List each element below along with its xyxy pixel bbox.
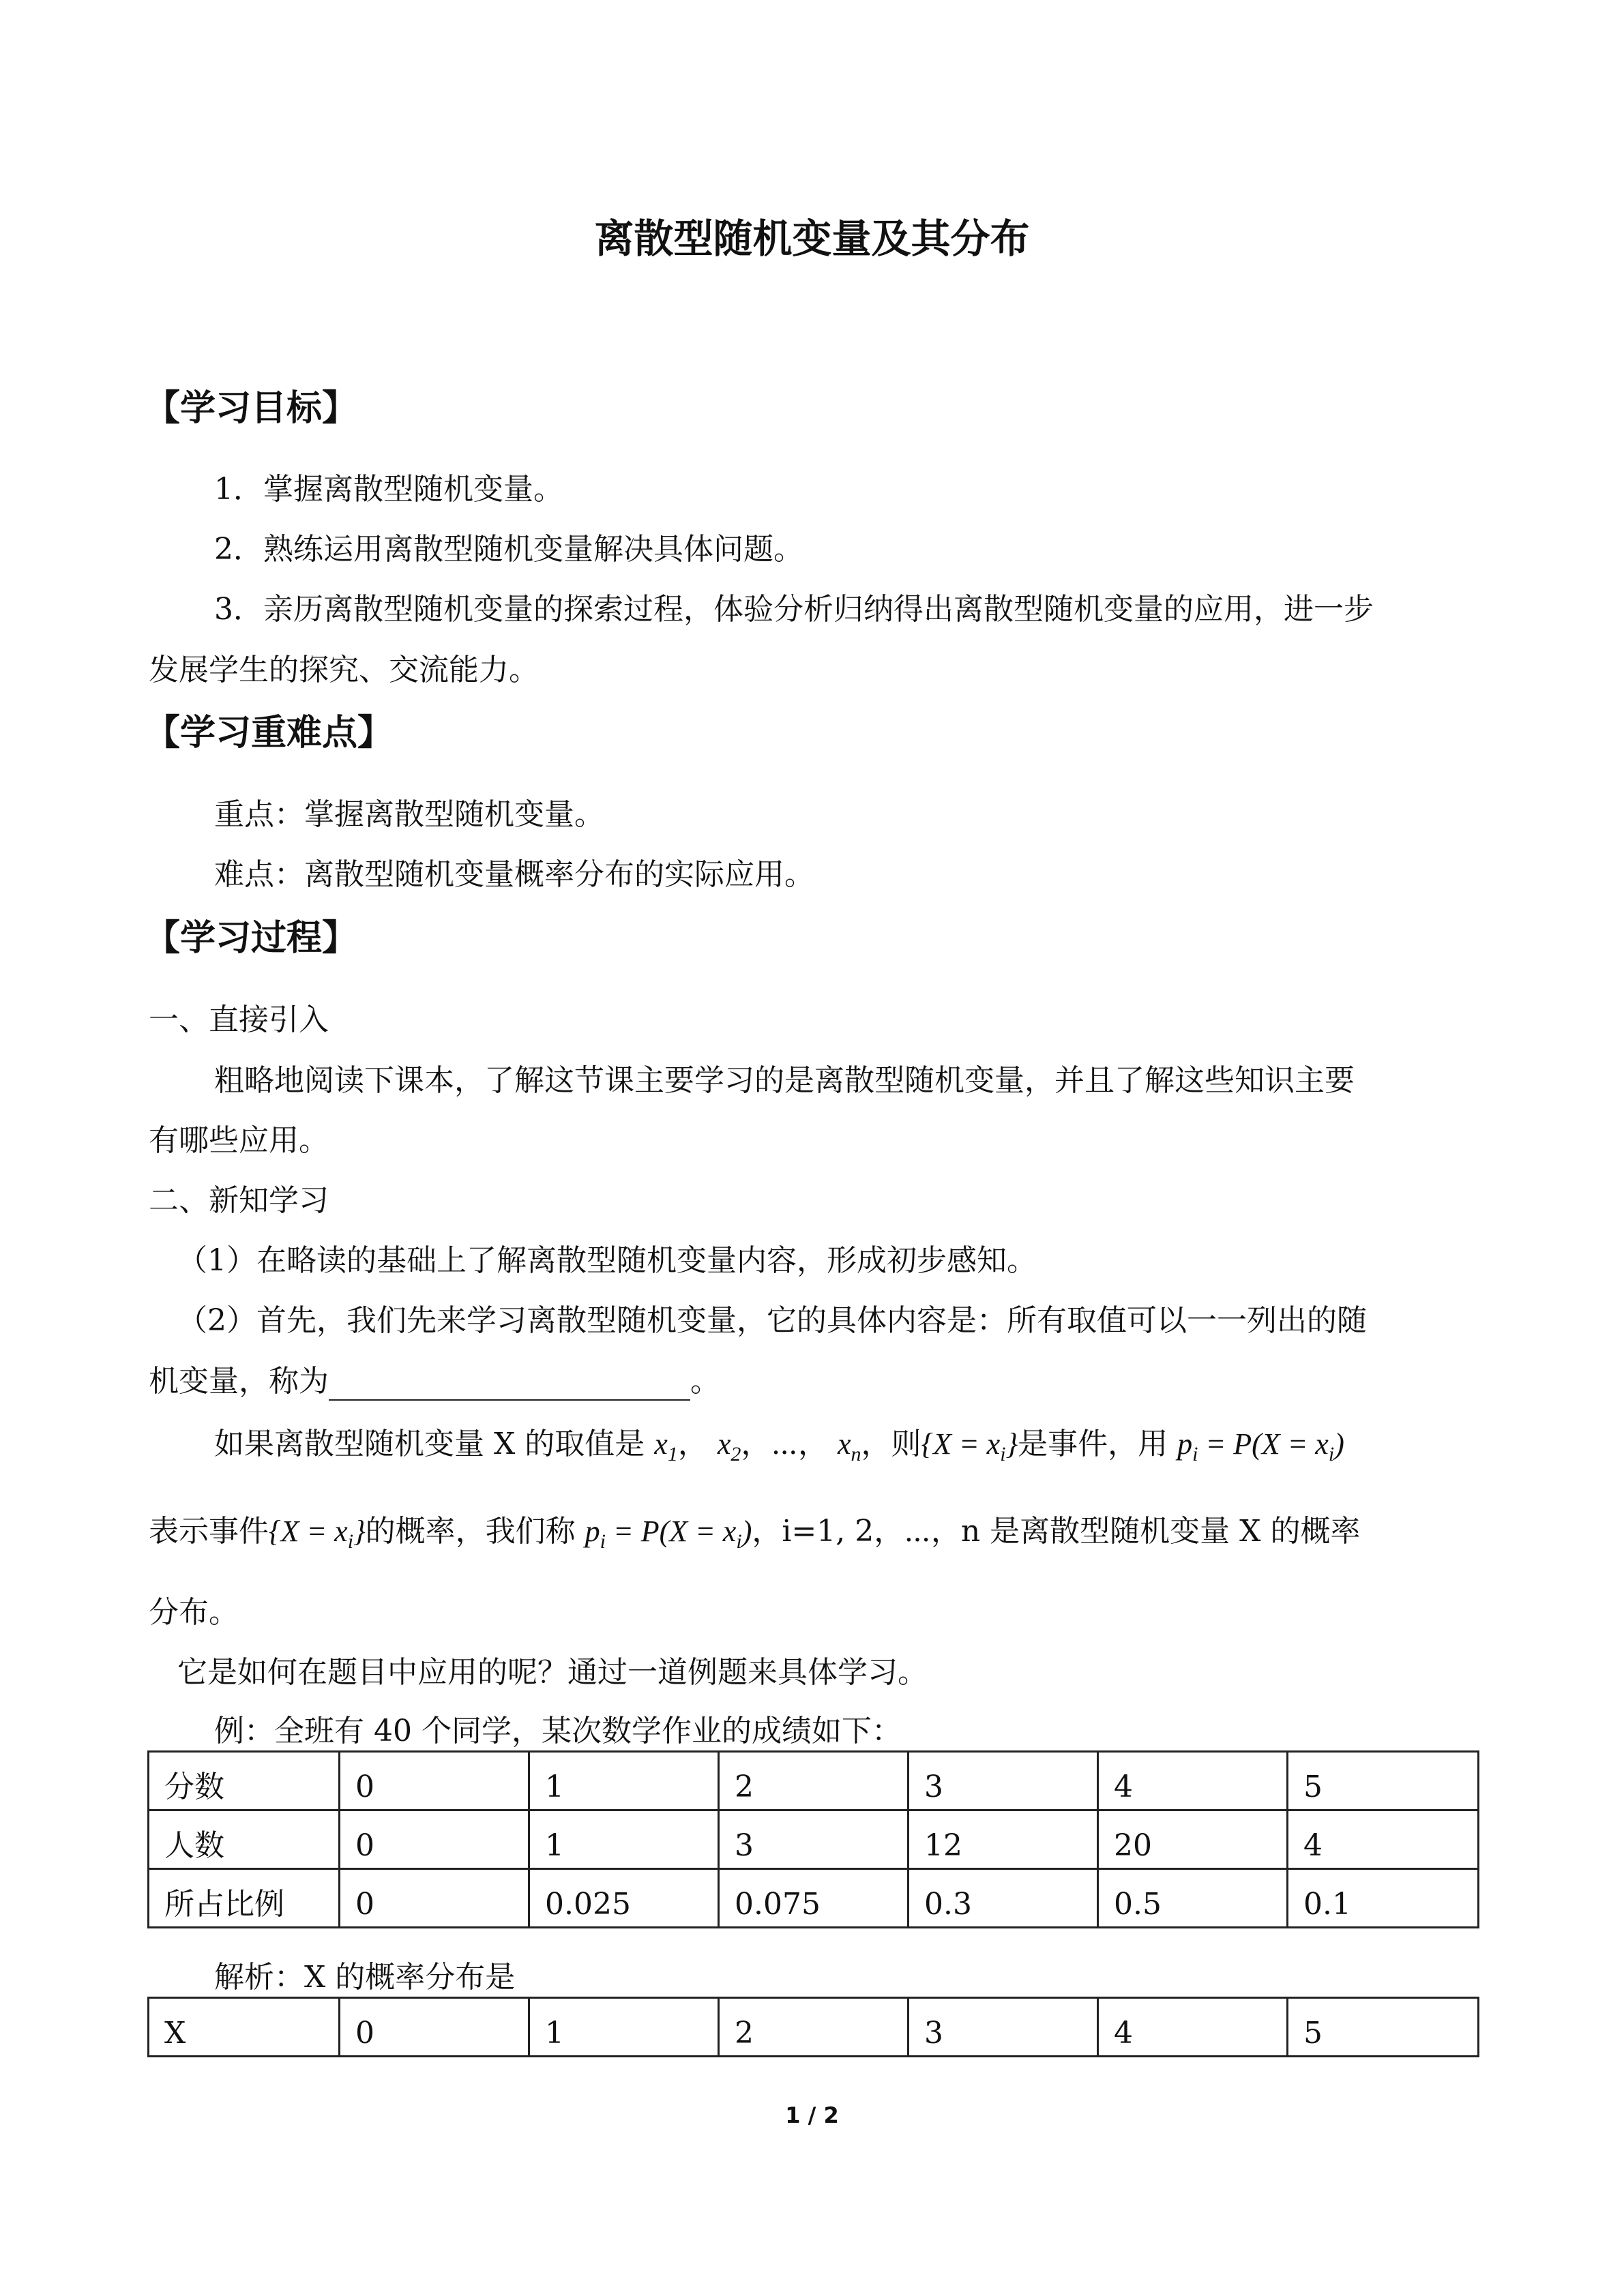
math-event: $\{X = x_i\}$ xyxy=(269,1515,366,1553)
row-label: 所占比例 xyxy=(149,1869,340,1928)
table-cell: 4 xyxy=(1288,1810,1479,1869)
new-knowledge-item-1: （1）在略读的基础上了解离散型随机变量内容，形成初步感知。 xyxy=(177,1243,1037,1278)
difficult-point: 难点：离散型随机变量概率分布的实际应用。 xyxy=(214,857,814,892)
definition-text-3: 是事件，用 xyxy=(1018,1427,1168,1461)
objective-3: 3．亲历离散型随机变量的探索过程，体验分析归纳得出离散型随机变量的应用，进一步 xyxy=(214,592,1374,627)
part1-text: 粗略地阅读下课本，了解这节课主要学习的是离散型随机变量，并且了解这些知识主要 xyxy=(214,1063,1355,1098)
fill-in-blank xyxy=(329,1369,690,1401)
table-cell: 1 xyxy=(529,1752,719,1810)
distribution-table-row xyxy=(149,1998,1479,2057)
objective-2: 2．熟练运用离散型随机变量解决具体问题。 xyxy=(214,532,803,567)
table-cell: 0.075 xyxy=(719,1869,909,1928)
row-label: X xyxy=(149,1998,340,2057)
table-cell: 0.1 xyxy=(1288,1869,1479,1928)
table-cell: 2 xyxy=(719,1998,909,2057)
definition-text-4: 表示事件 xyxy=(149,1514,269,1549)
score-table-row xyxy=(149,1869,1479,1928)
part1-text-continued: 有哪些应用。 xyxy=(149,1123,329,1158)
table-cell: 0.025 xyxy=(529,1869,719,1928)
page-title: 离散型随机变量及其分布 xyxy=(594,215,1030,262)
example-text: 例：全班有 40 个同学，某次数学作业的成绩如下： xyxy=(214,1714,902,1748)
new-knowledge-item-2-continued xyxy=(149,1362,720,1401)
table-cell: 4 xyxy=(1098,1752,1288,1810)
distribution-table xyxy=(147,1997,1479,2057)
table-cell: 0 xyxy=(340,1752,529,1810)
table-cell: 5 xyxy=(1288,1998,1479,2057)
part2-heading: 二、新知学习 xyxy=(149,1183,329,1218)
definition-line-2 xyxy=(149,1512,1360,1561)
objective-3-continued: 发展学生的探究、交流能力。 xyxy=(149,653,539,687)
section-heading-objectives: 【学习目标】 xyxy=(145,388,358,429)
table-cell: 4 xyxy=(1098,1998,1288,2057)
table-cell: 2 xyxy=(719,1752,909,1810)
section-heading-difficulties: 【学习重难点】 xyxy=(145,713,394,754)
definition-text-1: 如果离散型随机变量 X 的取值是 xyxy=(214,1427,645,1461)
analysis-text: 解析：X 的概率分布是 xyxy=(214,1960,516,1995)
math-probability: $p_i = P(X = x_i)$ xyxy=(1177,1427,1344,1465)
table-cell: 3 xyxy=(719,1810,909,1869)
key-point: 重点：掌握离散型随机变量。 xyxy=(214,797,604,832)
table-cell: 12 xyxy=(909,1810,1098,1869)
section-heading-process: 【学习过程】 xyxy=(145,918,358,959)
definition-text-2: ，则 xyxy=(861,1427,921,1461)
definition-line-3: 分布。 xyxy=(149,1595,239,1630)
row-label: 分数 xyxy=(149,1752,340,1810)
score-table-row xyxy=(149,1752,1479,1810)
definition-line-1 xyxy=(214,1425,1344,1474)
table-cell: 5 xyxy=(1288,1752,1479,1810)
table-cell: 0 xyxy=(340,1810,529,1869)
part1-heading: 一、直接引入 xyxy=(149,1002,329,1037)
table-cell: 20 xyxy=(1098,1810,1288,1869)
score-table xyxy=(147,1750,1479,1928)
math-comma: ， xyxy=(797,1427,828,1461)
item2-text: 机变量，称为 xyxy=(149,1364,329,1399)
table-cell: 0 xyxy=(340,1998,529,2057)
new-knowledge-item-2: （2）首先，我们先来学习离散型随机变量，它的具体内容是：所有取值可以一一列出的随 xyxy=(177,1303,1367,1338)
definition-text-6: ，i=1, 2，⋯，n 是离散型随机变量 X 的概率 xyxy=(752,1514,1361,1549)
item2-period: 。 xyxy=(690,1364,720,1399)
row-label: 人数 xyxy=(149,1810,340,1869)
math-event: $\{X = x_i\}$ xyxy=(921,1427,1018,1465)
bridge-text: 它是如何在题目中应用的呢？通过一道例题来具体学习。 xyxy=(177,1655,928,1690)
definition-text-5: 的概率，我们称 xyxy=(365,1514,576,1549)
table-cell: 0.3 xyxy=(909,1869,1098,1928)
objective-1: 1．掌握离散型随机变量。 xyxy=(214,472,563,507)
math-xn: $x_n$ xyxy=(837,1427,861,1465)
table-cell: 3 xyxy=(909,1998,1098,2057)
table-cell: 0.5 xyxy=(1098,1869,1288,1928)
math-comma: ， xyxy=(741,1427,771,1461)
math-x2: $x_2$ xyxy=(717,1427,741,1465)
table-cell: 1 xyxy=(529,1998,719,2057)
table-cell: 3 xyxy=(909,1752,1098,1810)
table-cell: 1 xyxy=(529,1810,719,1869)
math-comma: ， xyxy=(677,1427,708,1461)
math-x1: $x_1$ xyxy=(654,1427,678,1465)
math-ellipsis: ⋯ xyxy=(771,1427,798,1461)
table-cell: 0 xyxy=(340,1869,529,1928)
page-number: 1 / 2 xyxy=(785,2102,839,2128)
score-table-row xyxy=(149,1810,1479,1869)
math-probability: $p_i = P(X = x_i)$ xyxy=(585,1515,752,1553)
